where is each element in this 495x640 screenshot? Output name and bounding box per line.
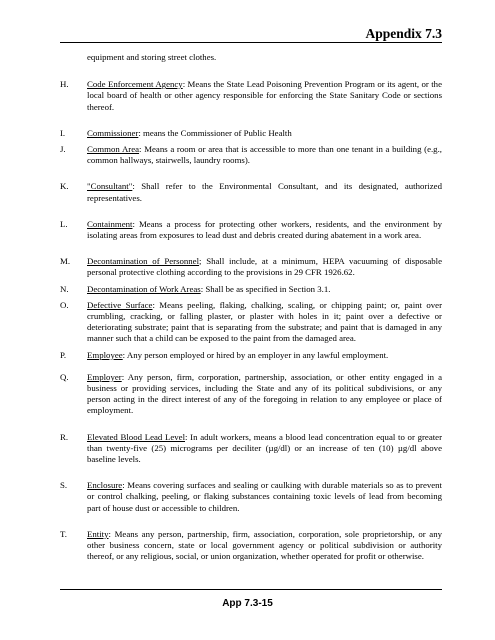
- definition-text: In adult workers, means a blood lead concentration equal to or greater than twenty-five (25) micrograms per deciliter (µg/dl) or an increase of ten (10) µg/dl above baseline levels.: [87, 431, 442, 465]
- definition-letter: P.: [60, 349, 67, 360]
- definition-term: Employer: [87, 371, 122, 382]
- definition-separator: :: [121, 371, 125, 382]
- footer-rule: [60, 589, 442, 590]
- definition-text: Any person employed or hired by an employer in any lawful employment.: [125, 349, 389, 360]
- definition-separator: :: [185, 431, 188, 442]
- definition-letter: O.: [60, 299, 69, 310]
- definition-letter: K.: [60, 181, 69, 192]
- definition-term: Decontamination of Work Areas: [87, 283, 201, 294]
- definitions-body: [60, 52, 442, 563]
- definition-separator: :: [132, 181, 135, 192]
- definition-separator: ;: [199, 256, 202, 267]
- definition-term: Code Enforcement Agency: [87, 79, 183, 90]
- definition-separator: :: [138, 127, 141, 138]
- definition-text: Means covering surfaces and sealing or caulking with durable materials so as to prevent or control chalking, peeling, or flaking substances containing toxic levels of lead from becoming part of house dust or accessible to children.: [87, 480, 442, 513]
- definition-text: Shall include, at a minimum, HEPA vacuuming of disposable personal protective clothing according to the provisions in 29 CFR 1926.62.: [87, 256, 442, 278]
- definition-l: [60, 219, 442, 241]
- definition-separator: :: [200, 283, 204, 294]
- definition-text: Any person, firm, corporation, partnership, association, or other entity engaged in a business or providing services, including the State and any of its political subdivisions, or any person acting in the direct interest of any of the foregoing in relation to any employee or place of employment.: [87, 371, 442, 416]
- definition-text: Means the State Lead Poisoning Prevention Program or its agent, or the local board of health or other agency responsible for enforcing the State Sanitary Code or sections thereof.: [87, 79, 442, 112]
- definition-s: [60, 480, 442, 514]
- definition-term: Employee: [87, 349, 123, 360]
- definition-separator: :: [132, 218, 135, 229]
- definition-text: Means a room or area that is accessible to more than one tenant in a building (e.g., common hallways, stairwells, laundry rooms).: [87, 144, 442, 166]
- definition-text: Means peeling, flaking, chalking, scaling, or chipping paint; or, paint over crumbling, cracking, or falling plaster, or plaster with holes in it; paint over a defective or deteriorating substrate; paint that is separating from the substrate; and paint that is damaged in any manner such that a child can be exposed to the paint from the damaged area.: [87, 299, 442, 344]
- definition-letter: H.: [60, 79, 69, 90]
- definition-j: [60, 144, 442, 166]
- definition-letter: R.: [60, 431, 69, 442]
- definition-letter: Q.: [60, 371, 69, 382]
- definition-text: means the Commissioner of Public Health: [140, 127, 292, 138]
- definition-term: Defective Surface: [87, 299, 153, 310]
- definition-separator: :: [108, 528, 111, 539]
- definition-letter: T.: [60, 528, 67, 539]
- definition-text: Shall refer to the Environmental Consultant, and its designated, authorized representatives.: [87, 181, 442, 203]
- page-number: App 7.3-15: [222, 598, 273, 609]
- definition-letter: S.: [60, 480, 68, 491]
- definition-letter: I.: [60, 127, 66, 138]
- definition-k: [60, 181, 442, 203]
- definition-term: "Consultant": [87, 181, 133, 192]
- definition-separator: :: [139, 144, 142, 155]
- appendix-title: Appendix 7.3: [365, 26, 442, 41]
- continued-text: equipment and storing street clothes.: [87, 52, 217, 62]
- page-header: [60, 22, 442, 44]
- definition-text: Means a process for protecting other workers, residents, and the environment by isolating areas from exposures to lead dust and debris created during abatement in a work area.: [87, 218, 442, 241]
- definition-r: [60, 432, 442, 466]
- definition-letter: L.: [60, 218, 68, 229]
- definition-t: [60, 529, 442, 563]
- definition-separator: :: [182, 79, 186, 90]
- definition-term: Containment: [87, 218, 133, 229]
- definition-m: [60, 256, 442, 278]
- definition-i: [60, 128, 442, 139]
- definition-term: Elevated Blood Lead Level: [87, 431, 186, 442]
- definition-letter: J.: [60, 144, 66, 155]
- definition-letter: N.: [60, 283, 69, 294]
- definition-term: Commissioner: [87, 127, 139, 138]
- definition-text: Means any person, partnership, firm, association, corporation, sole proprietorship, or any other business concern, state or local government agency or political subdivision or authority thereof, or any religious, social, or union organization, whether operated for profit or otherwise.: [87, 528, 442, 562]
- definition-separator: :: [152, 299, 155, 310]
- header-rule: [60, 42, 442, 43]
- definition-text: Shall be as specified in Section 3.1.: [203, 283, 331, 294]
- definition-separator: :: [122, 480, 125, 491]
- definition-letter: M.: [60, 256, 71, 267]
- definition-p: [60, 350, 442, 361]
- definition-term: Entity: [87, 528, 109, 539]
- definition-o: [60, 300, 442, 345]
- definition-q: [60, 372, 442, 417]
- definition-separator: :: [122, 349, 126, 360]
- definition-term: Enclosure: [87, 480, 123, 491]
- definition-h: [60, 79, 442, 113]
- definition-term: Decontamination of Personnel: [87, 256, 200, 267]
- definition-term: Common Area: [87, 144, 140, 155]
- definition-n: [60, 284, 442, 295]
